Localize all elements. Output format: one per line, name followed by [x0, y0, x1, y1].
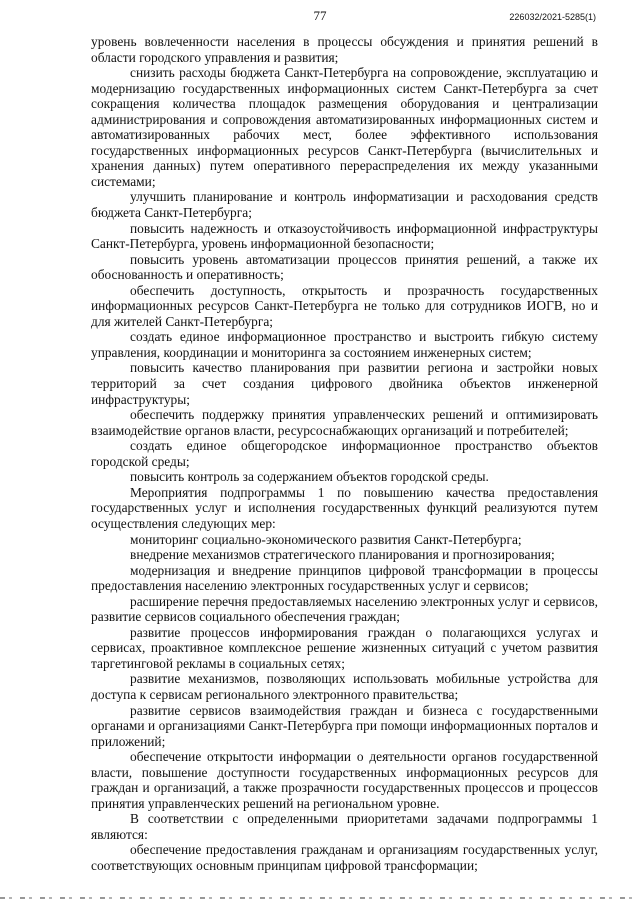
paragraph: развитие механизмов, позволяющих использовать мобильные устройства для доступа к сервисам регионального электронного правительства; — [91, 671, 598, 702]
document-id: 226032/2021-5285(1) — [509, 12, 596, 22]
paragraph: расширение перечня предоставляемых населению электронных услуг и сервисов, развитие сервисов социального обеспечения граждан; — [91, 593, 598, 625]
paragraph: модернизация и внедрение принципов цифровой трансформации в процессы предоставления населению электронных государственных услуг и сервисов; — [91, 562, 598, 594]
scan-edge-artifact — [0, 897, 640, 899]
paragraph: развитие процессов информирования граждан о полагающихся услугах и сервисах, проактивное комплексное решение жизненных ситуаций с учетом развития таргетинговой рекламы в социальных сетях; — [91, 624, 598, 671]
paragraph: создать единое информационное пространство и выстроить гибкую систему управления, координации и мониторинга за состоянием инженерных систем; — [91, 329, 598, 360]
paragraph: Мероприятия подпрограммы 1 по повышению качества предоставления государственных услуг и исполнения государственных функций реализуются путем осуществления следующих мер: — [91, 484, 598, 531]
paragraph: уровень вовлеченности населения в процессы обсуждения и принятия решений в области городского управления и развития; — [91, 34, 598, 65]
paragraph: обеспечение предоставления гражданам и организациям государственных услуг, соответствующих основным принципам цифровой трансформации; — [91, 842, 598, 873]
paragraph: обеспечение открытости информации о деятельности органов государственной власти, повышение доступности государственных информационных ресурсов для граждан и организаций, а также прозрачности государственных процессов и процессов принятия управленческих решений на региональном уровне. — [91, 749, 598, 811]
paragraph: повысить уровень автоматизации процессов принятия решений, а также их обоснованность и оперативность; — [91, 251, 598, 283]
paragraph: развитие сервисов взаимодействия граждан и бизнеса с государственными органами и организациями Санкт-Петербурга при помощи информационных порталов и приложений; — [91, 702, 598, 749]
paragraph: снизить расходы бюджета Санкт-Петербурга на сопровождение, эксплуатацию и модернизацию государственных информационных систем Санкт-Петербурга за счет сокращения количества площадок размещения оборудования и централизации администрирования и сопровождения автоматизированных информационных систем и автоматизированных рабочих мест, более эффективного использования государственных информационных ресурсов Санкт-Петербурга (вычислительных и хранения данных) путем оперативного перераспределения их между указанными системами; — [91, 65, 598, 189]
paragraph: внедрение механизмов стратегического планирования и прогнозирования; — [130, 547, 555, 563]
paragraph: создать единое общегородское информационное пространство объектов городской среды; — [91, 438, 598, 469]
paragraph: повысить контроль за содержанием объектов городской среды. — [130, 469, 489, 485]
paragraph: улучшить планирование и контроль информатизации и расходования средств бюджета Санкт-Петербурга; — [91, 189, 598, 221]
page-number: 77 — [313, 8, 327, 23]
paragraph: повысить надежность и отказоустойчивость информационной инфраструктуры Санкт-Петербурга, уровень информационной безопасности; — [91, 220, 598, 252]
document-body — [91, 34, 598, 874]
paragraph: обеспечить доступность, открытость и прозрачность государственных информационных ресурсов Санкт-Петербурга не только для сотрудников ИОГВ, но и для жителей Санкт-Петербурга; — [91, 282, 598, 329]
paragraph: В соответствии с определенными приоритетами задачами подпрограммы 1 являются: — [91, 811, 598, 842]
paragraph: мониторинг социально-экономического развития Санкт-Петербурга; — [130, 531, 522, 547]
paragraph: повысить качество планирования при развитии региона и застройки новых территорий за счет создания цифрового двойника объектов инженерной инфраструктуры; — [91, 360, 598, 407]
paragraph: обеспечить поддержку принятия управленческих решений и оптимизировать взаимодействие органов власти, ресурсоснабжающих организаций и потребителей; — [91, 407, 598, 438]
